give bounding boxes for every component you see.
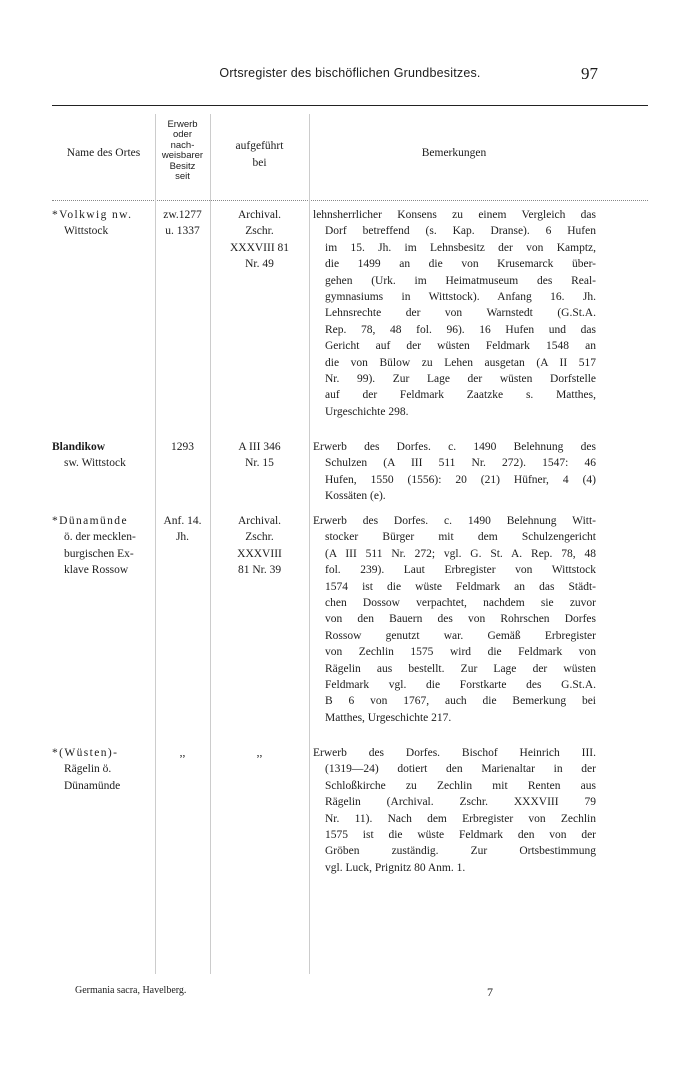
header-line: nach- (170, 139, 195, 151)
source-reference-line: 81 Nr. 39 (237, 564, 282, 577)
remarks (313, 745, 596, 876)
page-number: 97 (581, 64, 598, 83)
remarks-line: Rägelin aus bestellt. Zur Lage der wüsten (325, 662, 596, 675)
remarks-line: Rägelin (Archival. Zschr. XXXVIII 79 (325, 796, 596, 809)
remarks-line: die 1499 an die von Krusemarck über- (325, 258, 596, 271)
remarks-line: (1319—24) dotiert den Marienaltar in der (325, 763, 596, 776)
table-header-rule (52, 200, 648, 201)
header-line: bei (252, 156, 267, 169)
column-header-aufgefuehrt (210, 138, 309, 171)
source-reference-line: A III 346 (238, 441, 281, 453)
source-reference-line: XXXVIII (237, 547, 282, 560)
remarks (313, 439, 596, 505)
header-line: seit (175, 171, 190, 183)
acquisition-date (155, 439, 210, 455)
remarks-line: stocker Bürger mit dem Schulzengericht (325, 531, 596, 544)
place-name-line: Wittstock (64, 225, 109, 238)
place-name-line: ö. der mecklen- (64, 531, 136, 544)
remarks-line: Feldmark vgl. die Forstkarte des G.St.A. (325, 679, 596, 692)
place-name-line: klave Rossow (64, 564, 129, 577)
remarks-line: Erwerb des Dorfes. c. 1490 Belehnung des (313, 441, 596, 453)
remarks-line: Lehnsrechte der von Warnstedt (G.St.A. (325, 307, 596, 320)
sheet-mark: 7 (487, 985, 493, 999)
remarks-line: Rossow genutzt war. Gemäß Erbregister (325, 629, 596, 642)
source-reference (210, 439, 309, 472)
acquisition-date-line: 1293 (171, 441, 194, 453)
source-reference (210, 745, 309, 761)
remarks-line: Rep. 78, 48 fol. 96). 16 Hufen und das (325, 323, 596, 336)
remarks (313, 207, 596, 420)
remarks-line: von Zechlin 1575 wird die Feldmark von (325, 646, 596, 659)
remarks-line: Hufen, 1550 (1556): 20 (21) Hüfner, 4 (4) (325, 473, 596, 486)
remarks-line: Urgeschichte 298. (325, 405, 409, 418)
remarks (313, 513, 596, 726)
acquisition-date (155, 207, 210, 240)
place-name-line: Rägelin ö. (64, 763, 112, 776)
remarks-line: Erwerb des Dorfes. c. 1490 Belehnung Witt- (313, 515, 596, 527)
remarks-line: Erwerb des Dorfes. Bischof Heinrich III. (313, 747, 596, 759)
source-reference-line: ,, (256, 747, 263, 759)
place-name-line: *(Wüsten)- (52, 747, 119, 759)
place-name (52, 439, 155, 472)
remarks-line: Nr. 99). Zur Lage der wüsten Dorfstelle (325, 373, 596, 386)
remarks-line: lehnsherrlicher Konsens zu einem Vergleich das (313, 209, 596, 221)
place-name-line: burgischen Ex- (64, 547, 134, 560)
acquisition-date-line: Anf. 14. (163, 515, 202, 527)
source-reference-line: Nr. 49 (245, 258, 274, 271)
column-header-name: Name des Ortes (66, 147, 141, 159)
column-header-bemerkungen: Bemerkungen (421, 147, 487, 159)
header-line: aufgeführt (235, 140, 284, 152)
acquisition-date-line: zw.1277 (163, 209, 202, 221)
place-name-line: sw. Wittstock (64, 457, 126, 470)
place-name-line: *Dünamünde (52, 515, 128, 527)
acquisition-date (155, 513, 210, 546)
remarks-line: gymnasiums in Wittstock). Anfang 16. Jh. (325, 291, 596, 304)
remarks-line: Gericht auf der wüsten Feldmark 1548 an (325, 340, 596, 353)
place-name-line: *Volkwig nw. (52, 209, 133, 221)
source-reference (210, 513, 309, 579)
source-reference-line: Nr. 15 (245, 457, 274, 470)
remarks-line: Schloßkirche zu Zechlin mit Renten aus (325, 779, 596, 792)
place-name (52, 745, 155, 794)
place-name-line: Dünamünde (64, 779, 121, 792)
source-reference-line: Zschr. (245, 225, 274, 238)
source-reference-line: Archival. (237, 515, 282, 527)
remarks-line: Nr. 11). Nach dem Erbregister von Zechlin (325, 812, 596, 825)
source-reference-line: XXXVIII 81 (229, 241, 290, 254)
running-head (0, 64, 700, 84)
remarks-line: gehen (Urk. im Heimatmuseum des Real- (325, 274, 596, 287)
footer-signature: Germania sacra, Havelberg. (75, 985, 187, 996)
source-reference-line: Zschr. (245, 531, 274, 544)
place-name-line: Blandikow (52, 441, 106, 453)
remarks-line: chen Dossow verpachtet, nachdem sie zuvor (325, 597, 596, 610)
remarks-line: B 6 von 1767, auch die Bemerkung bei (325, 695, 596, 708)
remarks-line: Gröben zuständig. Zur Ortsbestimmung (325, 845, 596, 858)
place-name (52, 207, 155, 240)
header-line: weisbarer (161, 150, 204, 162)
remarks-line: im 15. Jh. im Lehnsbesitz der von Kamptz, (325, 241, 596, 254)
remarks-line: Schulzen (A III 511 Nr. 272). 1547: 46 (325, 457, 596, 470)
acquisition-date-line: ,, (179, 747, 186, 759)
remarks-line: (A III 511 Nr. 272; vgl. G. St. A. Rep. 78, 48 (325, 547, 596, 560)
remarks-line: 1574 ist die wüste Feldmark an das Städt- (325, 580, 596, 593)
source-reference (210, 207, 309, 273)
remarks-line: Dorf betreffend (s. Kap. Dranse). 6 Hufen (325, 225, 596, 238)
acquisition-date (155, 745, 210, 761)
remarks-line: die von Bülow zu Lehen ausgetan (A II 517 (325, 356, 596, 369)
column-divider (309, 114, 310, 974)
remarks-line: von den Bauern des von Rohrschen Dorfes (325, 613, 596, 626)
source-reference-line: Archival. (237, 209, 282, 221)
acquisition-date-line: Jh. (175, 531, 190, 544)
header-line: Besitz (169, 160, 196, 172)
remarks-line: Matthes, Urgeschichte 217. (325, 711, 452, 724)
column-header-erwerb (155, 120, 210, 183)
remarks-line: 1575 ist die wüste Feldmark den von der (325, 829, 596, 842)
remarks-line: Kossäten (e). (325, 490, 386, 503)
header-rule (52, 105, 648, 106)
header-line: oder (172, 129, 192, 141)
place-name (52, 513, 155, 579)
header-line: Erwerb (167, 119, 198, 130)
remarks-line: auf der Feldmark Zaatzke s. Matthes, (325, 389, 596, 402)
running-title: Ortsregister des bischöflichen Grundbesitzes. (219, 66, 481, 80)
remarks-line: vgl. Luck, Prignitz 80 Anm. 1. (325, 861, 466, 874)
acquisition-date-line: u. 1337 (165, 225, 200, 238)
remarks-line: fol. 239). Laut Erbregister von Wittstock (325, 564, 596, 577)
